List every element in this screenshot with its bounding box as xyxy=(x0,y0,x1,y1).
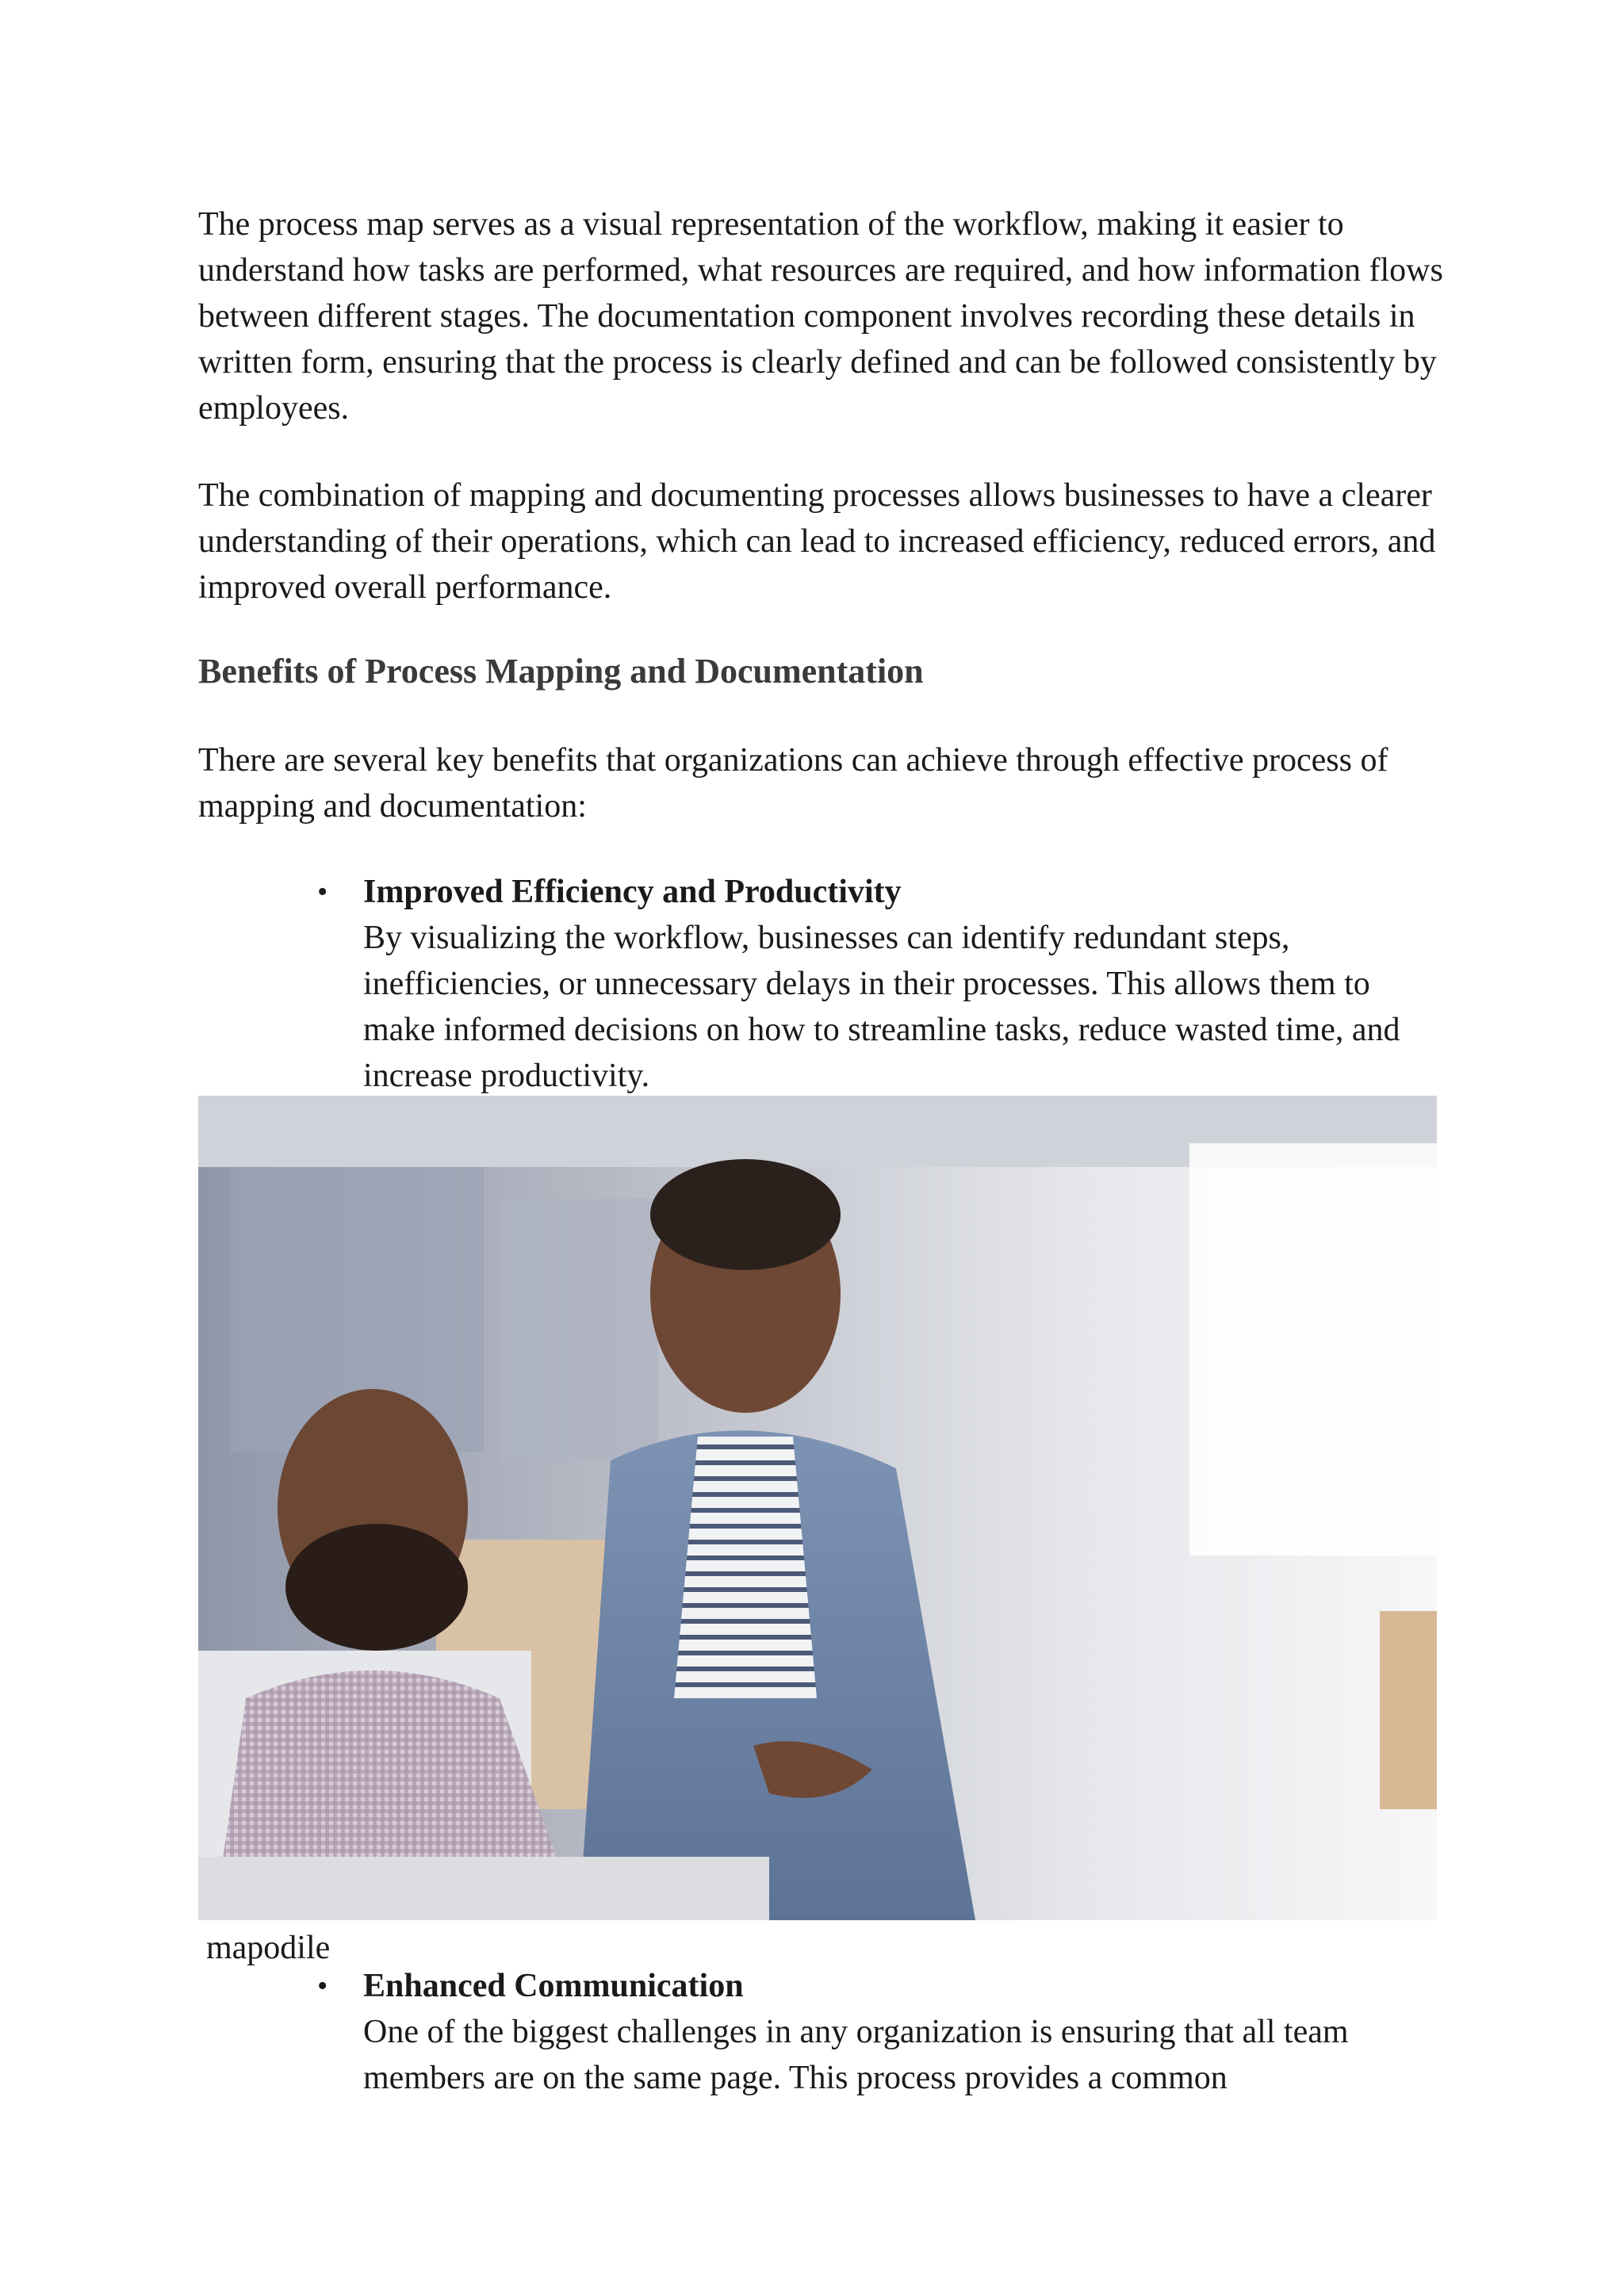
bullet-icon: • xyxy=(317,1969,328,2003)
paragraph-combination: The combination of mapping and documenting processes allows businesses to have a clearer understanding of their operations, which can lead to increased efficiency, reduced errors, and improved overall performance. xyxy=(198,477,1436,606)
paragraph-key-benefits: There are several key benefits that organizations can achieve through effective process of mapping and documentation: xyxy=(198,742,1388,825)
bullet-icon: • xyxy=(317,875,328,909)
section-heading-benefits: Benefits of Process Mapping and Documentation xyxy=(198,652,924,691)
office-photo xyxy=(198,1096,1437,1920)
image-caption: mapodile xyxy=(206,1930,331,1966)
list-item-body: One of the biggest challenges in any organization is ensuring that all team members are on the same page. This process provides a common xyxy=(363,2014,1349,2096)
list-item-title: Enhanced Communication xyxy=(363,1968,744,2004)
list-item-title: Improved Efficiency and Productivity xyxy=(363,874,902,910)
list-item-improved-efficiency xyxy=(317,869,1442,1099)
paragraph-process-map: The process map serves as a visual representation of the workflow, making it easier to understand how tasks are performed, what resources are required, and how information flows between different stages. The documentation component involves recording these details in written form, ensuring that the process is clearly defined and can be followed consistently by employees. xyxy=(198,206,1443,427)
list-item-body: By visualizing the workflow, businesses can identify redundant steps, inefficiencies, or unnecessary delays in their processes. This allows them to make informed decisions on how to streamline tasks, reduce wasted time, and increase productivity. xyxy=(363,920,1400,1094)
list-item-enhanced-communication xyxy=(317,1963,1442,2101)
